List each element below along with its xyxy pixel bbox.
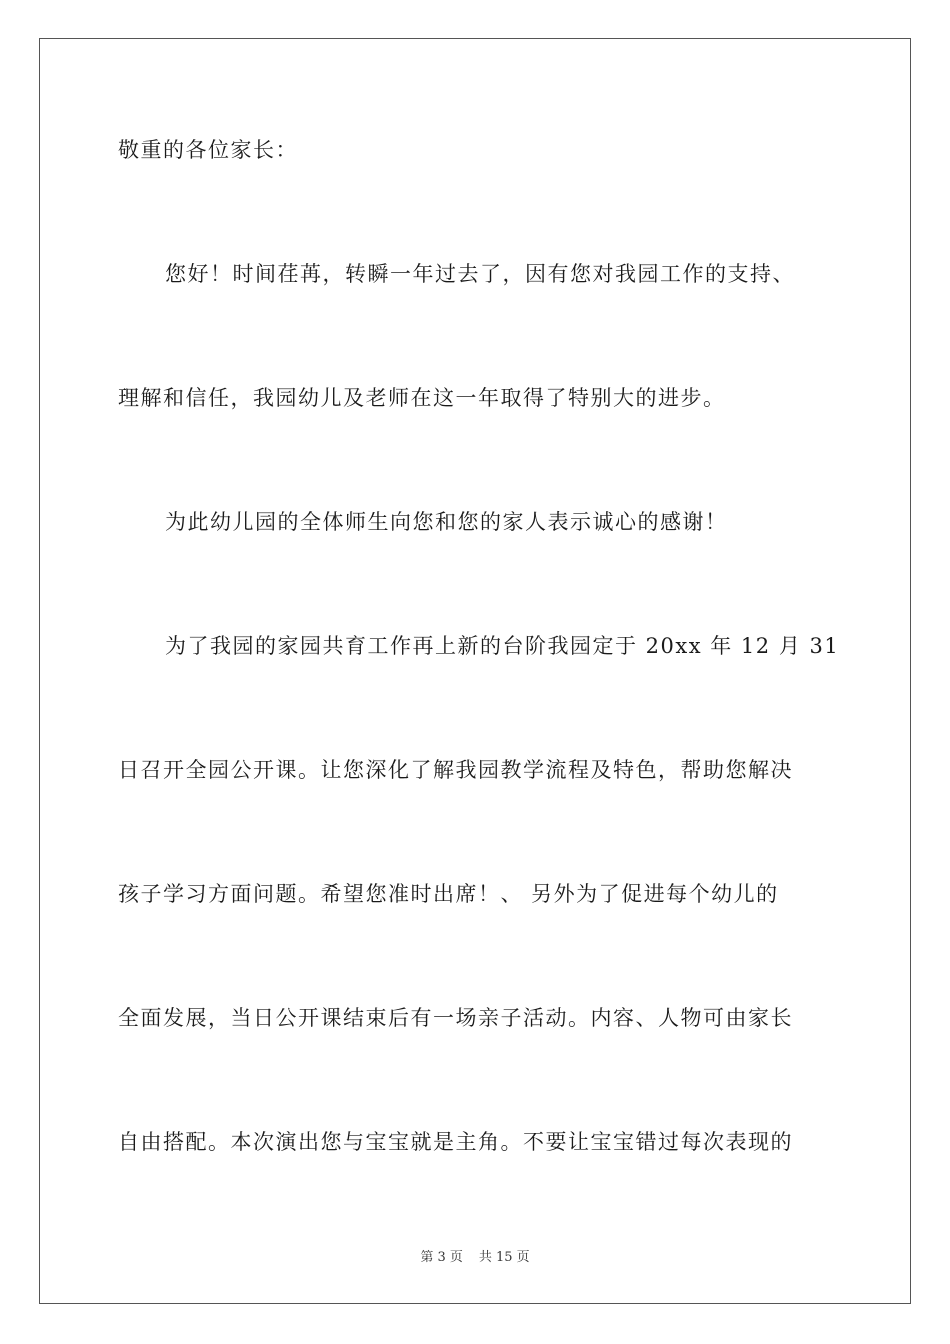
page-total: 共 15 页 xyxy=(478,1250,530,1265)
paragraph-line: 全面发展，当日公开课结束后有一场亲子活动。内容、人物可由家长 xyxy=(118,1006,793,1030)
paragraph-line: 您好！时间荏苒，转瞬一年过去了，因有您对我园工作的支持、 xyxy=(165,262,795,286)
paragraph-line: 为此幼儿园的全体师生向您和您的家人表示诚心的感谢！ xyxy=(165,510,728,534)
page-frame xyxy=(39,38,911,1304)
paragraph-line: 为了我园的家园共育工作再上新的台阶我园定于 20xx 年 12 月 31 xyxy=(165,634,840,658)
salutation: 敬重的各位家长： xyxy=(118,138,298,162)
paragraph-line: 理解和信任，我园幼儿及老师在这一年取得了特别大的进步。 xyxy=(118,386,726,410)
paragraph-line: 日召开全园公开课。让您深化了解我园教学流程及特色，帮助您解决 xyxy=(118,758,793,782)
page-footer xyxy=(0,1246,950,1265)
paragraph-line: 孩子学习方面问题。希望您准时出席！、 另外为了促进每个幼儿的 xyxy=(118,882,779,906)
page-number: 第 3 页 xyxy=(420,1250,463,1265)
paragraph-line: 自由搭配。本次演出您与宝宝就是主角。不要让宝宝错过每次表现的 xyxy=(118,1130,793,1154)
